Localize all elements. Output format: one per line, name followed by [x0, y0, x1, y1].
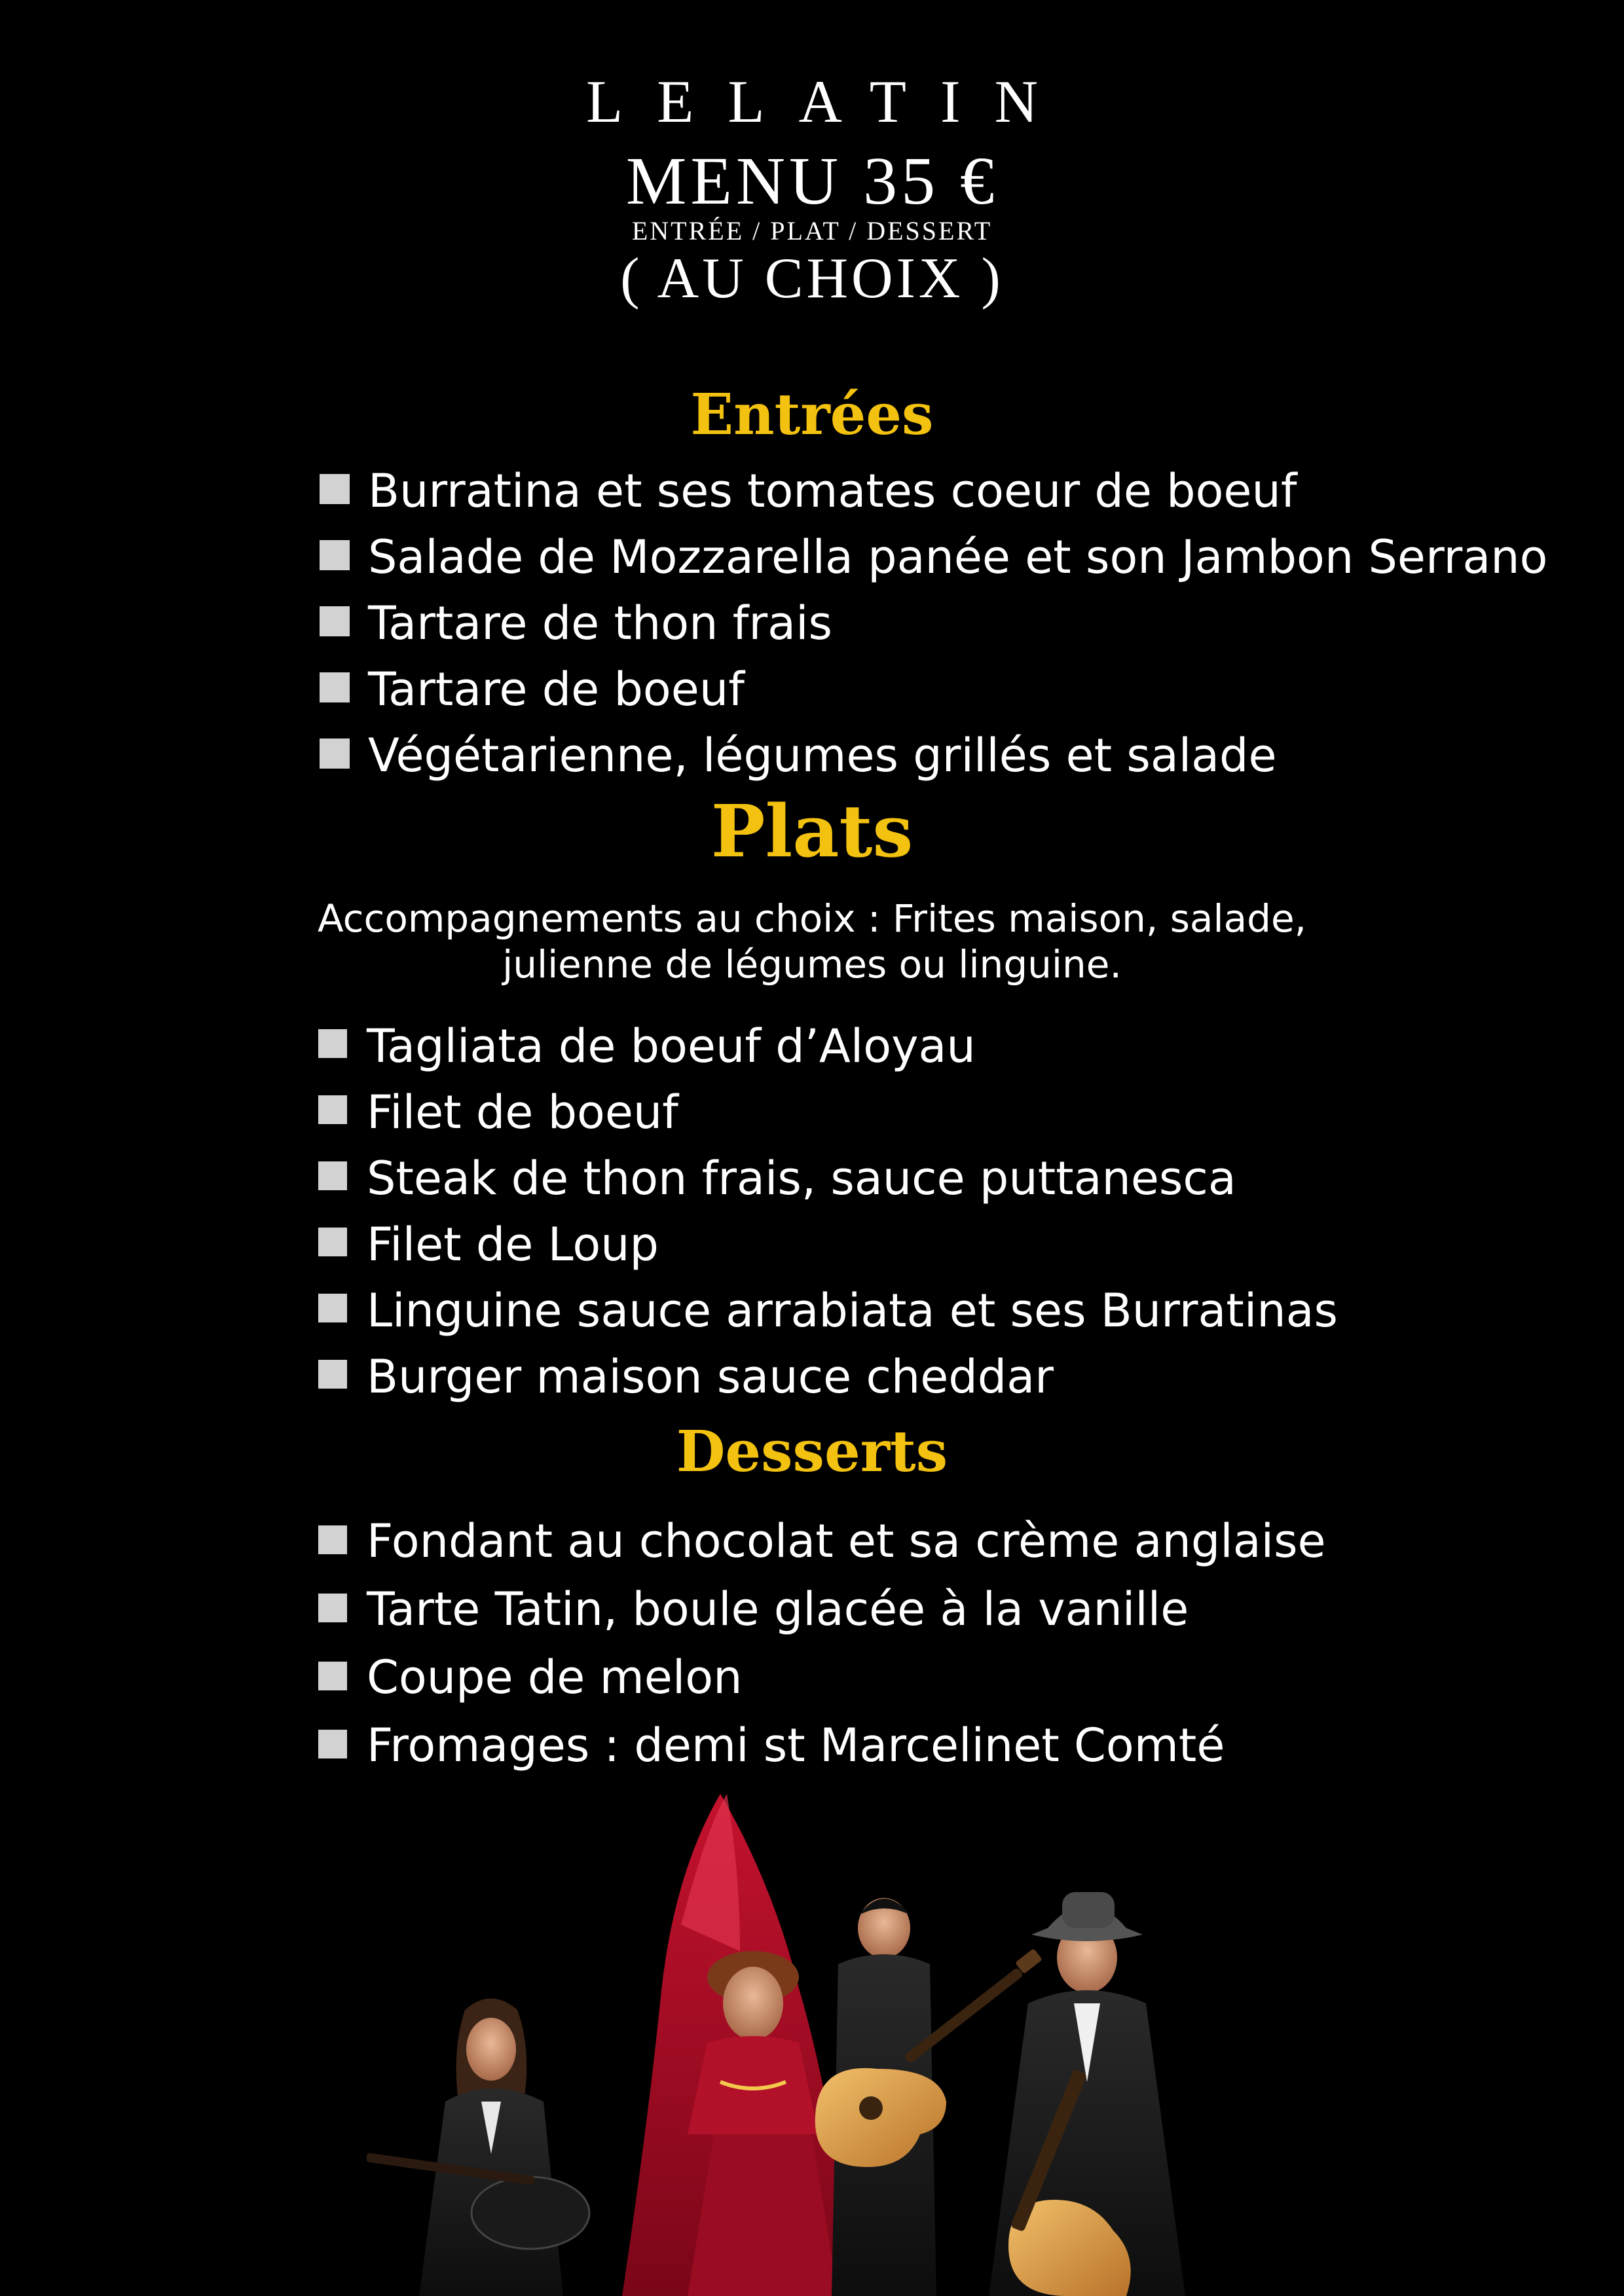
plat-item-label: Filet de Loup [367, 1218, 659, 1271]
plat-item-label: Linguine sauce arrabiata et ses Burratinas [367, 1284, 1338, 1338]
list-item [318, 1575, 1326, 1643]
square-bullet-icon [318, 1228, 347, 1256]
entrees-list [320, 458, 1547, 789]
square-bullet-icon [318, 1161, 347, 1190]
dessert-item-label: Tarte Tatin, boule glacée à la vanille [367, 1582, 1189, 1636]
square-bullet-icon [318, 1730, 347, 1758]
square-bullet-icon [318, 1662, 347, 1690]
list-item [318, 1080, 1338, 1146]
entree-item-label: Tartare de boeuf [368, 663, 745, 716]
desserts-list [318, 1507, 1326, 1779]
menu-price-title: MENU 35 € [625, 143, 999, 219]
desserts-heading: Desserts [676, 1419, 948, 1485]
plat-item-label: Tagliata de boeuf d’Aloyau [367, 1019, 976, 1073]
hat-guitarist [989, 1892, 1185, 2296]
square-bullet-icon [318, 1594, 347, 1622]
square-bullet-icon [318, 1029, 347, 1058]
list-item [320, 524, 1547, 591]
entree-item-label: Végétarienne, légumes grillés et salade [368, 729, 1277, 782]
square-bullet-icon [320, 540, 350, 570]
entree-item-label: Tartare de thon frais [368, 596, 832, 650]
square-bullet-icon [318, 1360, 347, 1389]
plat-item-label: Filet de boeuf [367, 1085, 678, 1139]
sides-note-line-2: julienne de légumes ou linguine. [502, 942, 1122, 987]
sides-note-line-1: Accompagnements au choix : Frites maison, salade, [317, 896, 1307, 941]
square-bullet-icon [320, 606, 350, 636]
plats-heading: Plats [710, 789, 913, 873]
square-bullet-icon [318, 1294, 347, 1322]
courses-subtitle: ENTRÉE / PLAT / DESSERT [631, 216, 993, 246]
dessert-item-label: Fromages : demi st Marcelinet Comté [367, 1719, 1225, 1772]
square-bullet-icon [318, 1095, 347, 1124]
plat-item-label: Steak de thon frais, sauce puttanesca [367, 1152, 1236, 1205]
dessert-item-label: Fondant au chocolat et sa crème anglaise [367, 1514, 1326, 1568]
dancer [622, 1794, 858, 2296]
entree-item-label: Burratina et ses tomates coeur de boeuf [368, 464, 1297, 518]
list-item [318, 1212, 1338, 1278]
list-item [318, 1643, 1326, 1711]
square-bullet-icon [320, 474, 350, 504]
band-photo [367, 1794, 1244, 2296]
restaurant-name: LELATIN [585, 68, 1073, 135]
list-item [320, 723, 1547, 789]
entrees-heading: Entrées [690, 382, 934, 448]
dessert-item-label: Coupe de melon [367, 1650, 743, 1704]
list-item [320, 591, 1547, 657]
list-item [318, 1507, 1326, 1575]
entree-item-label: Salade de Mozzarella panée et son Jambon Serrano [368, 530, 1548, 584]
sides-note [0, 896, 1624, 987]
list-item [318, 1344, 1338, 1410]
list-item [318, 1146, 1338, 1212]
plat-item-label: Burger maison sauce cheddar [367, 1350, 1054, 1404]
list-item [320, 657, 1547, 723]
list-item [320, 458, 1547, 524]
list-item [318, 1013, 1338, 1080]
left-guitarist [367, 1999, 589, 2296]
list-item [318, 1711, 1326, 1779]
choice-subtitle: ( AU CHOIX ) [620, 247, 1004, 310]
square-bullet-icon [320, 738, 350, 769]
square-bullet-icon [318, 1525, 347, 1554]
plats-list [318, 1013, 1338, 1410]
list-item [318, 1278, 1338, 1344]
square-bullet-icon [320, 672, 350, 702]
